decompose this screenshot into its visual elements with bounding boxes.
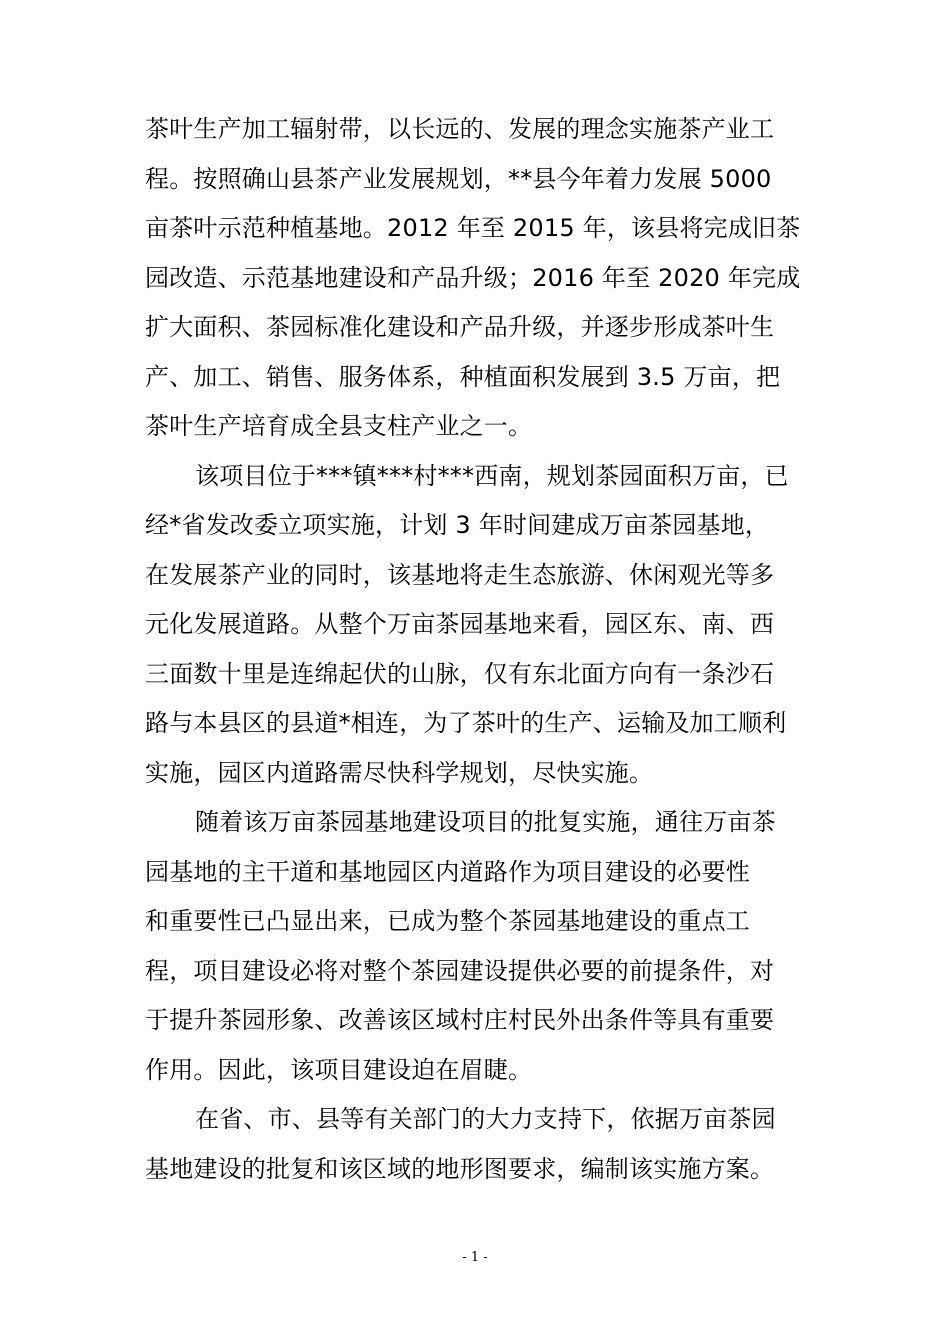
text-line: 作用。因此，该项目建设迫在眉睫。 bbox=[145, 1055, 533, 1084]
text-line: 扩大面积、茶园标准化建设和产品升级，并逐步形成茶叶生 bbox=[145, 313, 775, 341]
text-line: 园改造、示范基地建设和产品升级；2016 年至 2020 年完成 bbox=[145, 263, 801, 292]
paragraph-first-line: 该项目位于***镇***村***西南，规划茶园面积万亩，已 bbox=[195, 461, 789, 490]
text-line: 程，项目建设必将对整个茶园建设提供必要的前提条件，对 bbox=[145, 956, 775, 985]
body-text bbox=[145, 105, 809, 1194]
text-line: 产、加工、销售、服务体系，种植面积发展到 3.5 万亩，把 bbox=[145, 362, 781, 391]
text-line: 茶叶生产培育成全县支柱产业之一。 bbox=[145, 412, 533, 440]
text-line: 实施，园区内道路需尽快科学规划，尽快实施。 bbox=[145, 758, 654, 787]
text-line: 三面数十里是连绵起伏的山脉，仅有东北面方向有一条沙石 bbox=[145, 659, 775, 688]
text-line: 和重要性已凸显出来，已成为整个茶园基地建设的重点工 bbox=[145, 907, 750, 935]
text-line: 在发展茶产业的同时，该基地将走生态旅游、休闲观光等多 bbox=[145, 560, 775, 589]
text-line: 元化发展道路。从整个万亩茶园基地来看，园区东、南、西 bbox=[145, 610, 775, 638]
text-line: 亩茶叶示范种植基地。2012 年至 2015 年，该县将完成旧茶 bbox=[145, 214, 801, 242]
page-number: - 1 - bbox=[462, 1250, 488, 1265]
paragraph-first-line: 随着该万亩茶园基地建设项目的批复实施，通往万亩茶 bbox=[195, 808, 776, 836]
text-line: 基地建设的批复和该区域的地形图要求，编制该实施方案。 bbox=[145, 1154, 775, 1183]
text-line: 经*省发改委立项实施，计划 3 年时间建成万亩茶园基地， bbox=[145, 511, 770, 539]
text-line: 程。按照确山县茶产业发展规划，**县今年着力发展 5000 bbox=[145, 164, 772, 193]
text-line: 路与本县区的县道*相连，为了茶叶的生产、运输及加工顺利 bbox=[145, 709, 787, 737]
text-line: 茶叶生产加工辐射带，以长远的、发展的理念实施茶产业工 bbox=[145, 115, 775, 143]
text-line: 园基地的主干道和基地园区内道路作为项目建设的必要性 bbox=[145, 857, 750, 886]
paragraph-first-line: 在省、市、县等有关部门的大力支持下，依据万亩茶园 bbox=[195, 1105, 776, 1133]
text-line: 于提升茶园形象、改善该区域村庄村民外出条件等具有重要 bbox=[145, 1006, 775, 1034]
